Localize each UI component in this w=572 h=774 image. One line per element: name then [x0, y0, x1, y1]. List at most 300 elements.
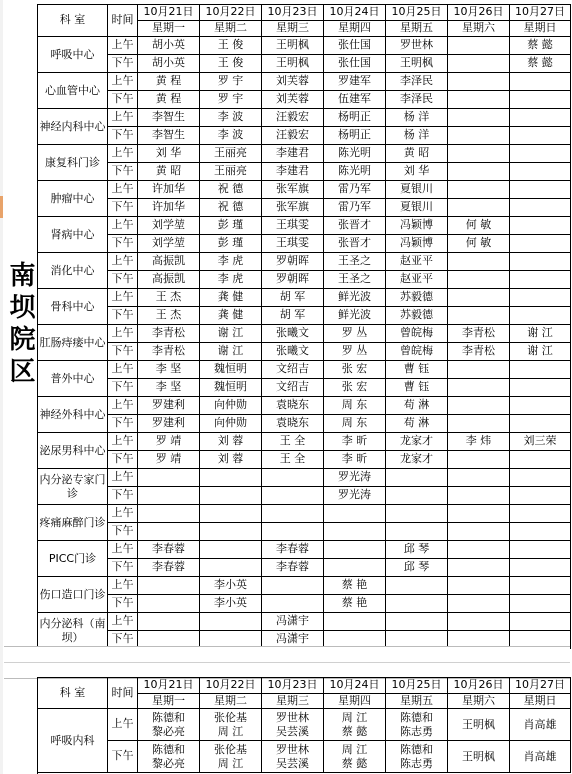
doctor-cell — [510, 127, 571, 145]
doctor-cell: 张曦文 — [262, 325, 324, 343]
weekday-header: 星期三 — [262, 694, 324, 709]
doctor-cell — [510, 613, 571, 631]
doctor-cell — [200, 487, 262, 505]
doctor-cell: 蔡 艳 — [324, 577, 386, 595]
table-row — [38, 741, 571, 773]
date-header: 10月26日 — [448, 678, 510, 694]
table-row — [38, 127, 571, 145]
doctor-cell: 蔡 艳 — [324, 595, 386, 613]
doctor-cell: 王 杰 — [138, 289, 200, 307]
date-header: 10月25日 — [386, 678, 448, 694]
doctor-cell: 伍建军 — [324, 91, 386, 109]
doctor-cell: 刘 蓉 — [200, 433, 262, 451]
doctor-cell — [448, 487, 510, 505]
doctor-cell: 罗 丛 — [324, 325, 386, 343]
date-header: 10月24日 — [324, 5, 386, 21]
doctor-cell: 刘学堃 — [138, 235, 200, 253]
doctor-cell — [510, 469, 571, 487]
doctor-cell — [510, 379, 571, 397]
doctor-cell — [200, 559, 262, 577]
table-row — [38, 163, 571, 181]
doctor-cell — [448, 451, 510, 469]
campus-label: 南坝院区 — [5, 261, 35, 389]
dept-name: 神经内科中心 — [38, 109, 108, 145]
doctor-cell: 李春蓉 — [262, 541, 324, 559]
doctor-name: 吴芸溪 — [276, 756, 309, 770]
doctor-cell: 苟 淋 — [386, 397, 448, 415]
morning-label: 上午 — [108, 433, 138, 451]
date-header: 10月22日 — [200, 5, 262, 21]
table-row — [38, 217, 571, 235]
doctor-name: 陈志勇 — [400, 724, 433, 738]
doctor-cell: 苏毅德 — [386, 289, 448, 307]
doctor-cell: 杨 洋 — [386, 109, 448, 127]
doctor-name: 蔡 懿 — [341, 756, 368, 770]
doctor-cell — [510, 559, 571, 577]
doctor-name: 陈志勇 — [400, 756, 433, 770]
table-row — [38, 541, 571, 559]
doctor-cell: 王圣之 — [324, 271, 386, 289]
header-row-dates — [38, 5, 571, 21]
dept-name: 心血管中心 — [38, 73, 108, 109]
doctor-cell: 赵亚平 — [386, 253, 448, 271]
doctor-cell: 罗光涛 — [324, 487, 386, 505]
doctor-cell: 曹 钰 — [386, 361, 448, 379]
doctor-cell — [448, 397, 510, 415]
doctor-cell: 王丽亮 — [200, 163, 262, 181]
doctor-cell — [510, 289, 571, 307]
doctor-cell: 刘 华 — [386, 163, 448, 181]
doctor-cell: 龚 健 — [200, 289, 262, 307]
table-row — [38, 361, 571, 379]
dept-header: 科 室 — [38, 678, 108, 709]
doctor-cell: 王琪雯 — [262, 235, 324, 253]
doctor-cell: 张军旗 — [262, 199, 324, 217]
dept-name: 肿瘤中心 — [38, 181, 108, 217]
doctor-cell: 胡小英 — [138, 55, 200, 73]
table-row — [38, 415, 571, 433]
doctor-cell: 王明枫 — [262, 55, 324, 73]
doctor-cell: 李智生 — [138, 109, 200, 127]
doctor-cell: 雷乃军 — [324, 199, 386, 217]
afternoon-label: 下午 — [108, 127, 138, 145]
afternoon-label: 下午 — [108, 199, 138, 217]
doctor-cell: 谢 江 — [200, 325, 262, 343]
doctor-cell — [386, 613, 448, 631]
doctor-cell: 李春蓉 — [262, 559, 324, 577]
doctor-cell: 罗 宇 — [200, 91, 262, 109]
doctor-cell — [448, 253, 510, 271]
doctor-cell — [448, 199, 510, 217]
doctor-cell: 李青松 — [138, 325, 200, 343]
morning-label: 上午 — [108, 37, 138, 55]
doctor-cell — [324, 505, 386, 523]
doctor-name: 吴芸溪 — [276, 724, 309, 738]
doctor-cell: 龚 健 — [200, 307, 262, 325]
doctor-name: 张伦基 — [214, 711, 247, 725]
doctor-cell: 罗朝晖 — [262, 253, 324, 271]
doctor-cell — [510, 361, 571, 379]
table-row — [38, 433, 571, 451]
doctor-cell: 刘三荣 — [510, 433, 571, 451]
dept-name: 神经外科中心 — [38, 397, 108, 433]
doctor-cell: 王明枫 — [386, 55, 448, 73]
doctor-cell — [510, 451, 571, 469]
doctor-cell — [448, 741, 510, 773]
doctor-cell — [448, 145, 510, 163]
doctor-cell: 李 虎 — [200, 253, 262, 271]
doctor-cell: 李 昕 — [324, 451, 386, 469]
doctor-cell: 罗建军 — [324, 73, 386, 91]
dept-name: 泌尿男科中心 — [38, 433, 108, 469]
doctor-cell: 李 昕 — [324, 433, 386, 451]
doctor-name: 陈德和 — [400, 711, 433, 725]
doctor-cell — [200, 505, 262, 523]
doctor-cell — [448, 559, 510, 577]
table-row — [38, 595, 571, 613]
doctor-cell: 罗世林 — [386, 37, 448, 55]
weekday-header: 星期五 — [386, 694, 448, 709]
doctor-cell — [510, 199, 571, 217]
doctor-cell: 李青松 — [138, 343, 200, 361]
time-header: 时间 — [108, 678, 138, 709]
doctor-cell: 张仕国 — [324, 37, 386, 55]
weekday-header: 星期三 — [262, 21, 324, 37]
doctor-cell — [448, 163, 510, 181]
doctor-cell — [324, 523, 386, 541]
doctor-cell: 谢 江 — [510, 325, 571, 343]
doctor-cell — [510, 271, 571, 289]
doctor-cell: 何 敏 — [448, 235, 510, 253]
doctor-cell — [448, 289, 510, 307]
dept-header: 科 室 — [38, 5, 108, 37]
date-header: 10月23日 — [262, 5, 324, 21]
doctor-cell: 冯潇宇 — [262, 613, 324, 631]
doctor-cell: 李小英 — [200, 577, 262, 595]
doctor-cell — [324, 613, 386, 631]
doctor-cell — [262, 505, 324, 523]
doctor-cell — [510, 307, 571, 325]
dept-name: PICC门诊 — [38, 541, 108, 577]
doctor-cell: 陈光明 — [324, 163, 386, 181]
doctor-cell: 袁晓东 — [262, 415, 324, 433]
doctor-cell: 张军旗 — [262, 181, 324, 199]
doctor-cell — [200, 469, 262, 487]
doctor-cell — [138, 709, 200, 741]
date-header: 10月24日 — [324, 678, 386, 694]
afternoon-label: 下午 — [108, 595, 138, 613]
doctor-name: 陈德和 — [152, 711, 185, 725]
morning-label: 上午 — [108, 397, 138, 415]
dept-name: 骨科中心 — [38, 289, 108, 325]
doctor-cell — [448, 127, 510, 145]
doctor-cell: 谢 江 — [200, 343, 262, 361]
morning-label: 上午 — [108, 217, 138, 235]
sheet-edge-marker — [0, 196, 3, 218]
doctor-cell — [386, 595, 448, 613]
doctor-cell: 李春蓉 — [138, 541, 200, 559]
doctor-cell: 李青松 — [448, 325, 510, 343]
doctor-cell: 王圣之 — [324, 253, 386, 271]
doctor-cell — [386, 577, 448, 595]
doctor-cell — [324, 541, 386, 559]
doctor-cell — [448, 577, 510, 595]
doctor-cell: 杨 洋 — [386, 127, 448, 145]
doctor-cell — [448, 469, 510, 487]
doctor-cell: 罗朝晖 — [262, 271, 324, 289]
doctor-cell: 王丽亮 — [200, 145, 262, 163]
doctor-cell — [510, 505, 571, 523]
doctor-cell: 罗 靖 — [138, 451, 200, 469]
doctor-cell: 张仕国 — [324, 55, 386, 73]
campus-label-cell — [4, 4, 37, 646]
doctor-cell — [262, 709, 324, 741]
table-row — [38, 37, 571, 55]
doctor-cell — [138, 487, 200, 505]
doctor-cell: 王 俊 — [200, 37, 262, 55]
doctor-cell — [448, 709, 510, 741]
doctor-cell: 冯颖博 — [386, 217, 448, 235]
doctor-cell: 魏恒明 — [200, 379, 262, 397]
doctor-cell — [386, 709, 448, 741]
dept-name: 内分泌科（南坝） — [38, 613, 108, 649]
table-row — [38, 577, 571, 595]
dept-name: 呼吸中心 — [38, 37, 108, 73]
dept-name: 肛肠痔瘘中心 — [38, 325, 108, 361]
weekday-header: 星期六 — [448, 694, 510, 709]
table-row — [38, 505, 571, 523]
date-header: 10月22日 — [200, 678, 262, 694]
morning-label: 上午 — [108, 469, 138, 487]
doctor-cell — [510, 109, 571, 127]
doctor-cell — [200, 741, 262, 773]
doctor-name: 周 江 — [341, 711, 368, 725]
morning-label: 上午 — [108, 541, 138, 559]
doctor-name: 蔡 懿 — [341, 724, 368, 738]
table-row — [38, 109, 571, 127]
date-header: 10月21日 — [138, 5, 200, 21]
doctor-cell — [138, 505, 200, 523]
doctor-name: 肖高雄 — [523, 749, 557, 763]
doctor-cell — [386, 741, 448, 773]
table-row — [38, 379, 571, 397]
doctor-cell: 刘 蓉 — [200, 451, 262, 469]
afternoon-label: 下午 — [108, 487, 138, 505]
doctor-cell: 刘 华 — [138, 145, 200, 163]
afternoon-label: 下午 — [108, 55, 138, 73]
afternoon-label: 下午 — [108, 631, 138, 649]
doctor-name: 罗世林 — [276, 711, 309, 725]
afternoon-label: 下午 — [108, 559, 138, 577]
morning-label: 上午 — [108, 577, 138, 595]
doctor-cell — [510, 709, 571, 741]
doctor-cell — [200, 709, 262, 741]
weekday-header: 星期一 — [138, 21, 200, 37]
table-row — [38, 253, 571, 271]
doctor-cell: 袁晓东 — [262, 397, 324, 415]
doctor-cell — [138, 469, 200, 487]
dept-name: 呼吸内科 — [38, 709, 108, 773]
doctor-cell — [510, 397, 571, 415]
doctor-cell: 赵亚平 — [386, 271, 448, 289]
doctor-cell — [448, 181, 510, 199]
doctor-cell: 张曦文 — [262, 343, 324, 361]
doctor-cell: 谢 江 — [510, 343, 571, 361]
table-row — [38, 487, 571, 505]
table-row — [38, 145, 571, 163]
weekday-header: 星期二 — [200, 694, 262, 709]
doctor-cell: 冯潇宇 — [262, 631, 324, 649]
doctor-cell — [448, 505, 510, 523]
afternoon-label: 下午 — [108, 307, 138, 325]
date-header: 10月25日 — [386, 5, 448, 21]
doctor-cell: 黄 昭 — [138, 163, 200, 181]
doctor-cell: 夏银川 — [386, 181, 448, 199]
doctor-cell: 彭 瑾 — [200, 217, 262, 235]
dept-name: 普外中心 — [38, 361, 108, 397]
doctor-cell: 文绍吉 — [262, 361, 324, 379]
doctor-cell: 胡 军 — [262, 289, 324, 307]
doctor-cell: 龙家才 — [386, 451, 448, 469]
table-row — [38, 343, 571, 361]
table-row — [38, 55, 571, 73]
table-row — [38, 397, 571, 415]
doctor-cell — [510, 163, 571, 181]
doctor-cell — [510, 415, 571, 433]
doctor-cell — [448, 271, 510, 289]
doctor-cell: 罗建利 — [138, 415, 200, 433]
doctor-cell — [510, 541, 571, 559]
doctor-cell: 曾皖梅 — [386, 343, 448, 361]
morning-label: 上午 — [108, 505, 138, 523]
doctor-cell: 李建君 — [262, 145, 324, 163]
afternoon-label: 下午 — [108, 235, 138, 253]
weekday-header: 星期日 — [510, 21, 571, 37]
doctor-cell: 蔡 懿 — [510, 37, 571, 55]
doctor-cell: 彭 瑾 — [200, 235, 262, 253]
doctor-cell — [262, 741, 324, 773]
doctor-cell — [262, 577, 324, 595]
weekday-header: 星期日 — [510, 694, 571, 709]
doctor-cell — [138, 577, 200, 595]
doctor-cell: 王 全 — [262, 433, 324, 451]
table-row — [38, 271, 571, 289]
date-header: 10月21日 — [138, 678, 200, 694]
doctor-cell — [386, 487, 448, 505]
doctor-cell: 黄 程 — [138, 73, 200, 91]
doctor-cell: 李 坚 — [138, 361, 200, 379]
doctor-cell: 李 波 — [200, 127, 262, 145]
doctor-cell: 黄 昭 — [386, 145, 448, 163]
doctor-cell — [510, 73, 571, 91]
doctor-cell: 杨明正 — [324, 127, 386, 145]
doctor-cell: 周 东 — [324, 397, 386, 415]
doctor-cell: 向仲勋 — [200, 397, 262, 415]
doctor-cell — [448, 91, 510, 109]
doctor-cell: 鲜光波 — [324, 307, 386, 325]
doctor-cell — [448, 109, 510, 127]
doctor-name: 黎必亮 — [152, 756, 185, 770]
doctor-cell: 李 坚 — [138, 379, 200, 397]
afternoon-label: 下午 — [108, 91, 138, 109]
doctor-name: 王明枫 — [462, 717, 495, 731]
table-row — [38, 289, 571, 307]
weekday-header: 星期六 — [448, 21, 510, 37]
doctor-cell — [386, 523, 448, 541]
table-row — [38, 73, 571, 91]
morning-label: 上午 — [108, 613, 138, 631]
weekday-header: 星期四 — [324, 694, 386, 709]
afternoon-label: 下午 — [108, 415, 138, 433]
table-row — [38, 523, 571, 541]
doctor-cell: 李泽民 — [386, 91, 448, 109]
table-row — [38, 91, 571, 109]
morning-label: 上午 — [108, 109, 138, 127]
doctor-cell — [448, 55, 510, 73]
doctor-cell: 高振凯 — [138, 253, 200, 271]
doctor-name: 王明枫 — [462, 749, 495, 763]
doctor-cell — [510, 595, 571, 613]
afternoon-label: 下午 — [108, 379, 138, 397]
doctor-cell: 刘芙蓉 — [262, 73, 324, 91]
doctor-cell: 杨明正 — [324, 109, 386, 127]
doctor-cell — [510, 253, 571, 271]
doctor-cell — [448, 613, 510, 631]
table-row — [38, 559, 571, 577]
doctor-cell: 李春蓉 — [138, 559, 200, 577]
doctor-cell — [510, 235, 571, 253]
doctor-cell: 文绍吉 — [262, 379, 324, 397]
doctor-name: 肖高雄 — [523, 717, 557, 731]
doctor-cell: 罗建利 — [138, 397, 200, 415]
doctor-cell: 刘芙蓉 — [262, 91, 324, 109]
header-row-dates — [38, 678, 571, 694]
schedule-table-main — [37, 4, 571, 649]
dept-name: 肾病中心 — [38, 217, 108, 253]
afternoon-label: 下午 — [108, 271, 138, 289]
morning-label: 上午 — [108, 289, 138, 307]
afternoon-label: 下午 — [108, 741, 138, 773]
table-row — [38, 325, 571, 343]
doctor-cell — [510, 523, 571, 541]
doctor-cell — [510, 577, 571, 595]
doctor-cell: 陈光明 — [324, 145, 386, 163]
doctor-cell: 李小英 — [200, 595, 262, 613]
date-header: 10月23日 — [262, 678, 324, 694]
doctor-cell — [510, 217, 571, 235]
doctor-cell: 王 杰 — [138, 307, 200, 325]
doctor-cell — [138, 523, 200, 541]
morning-label: 上午 — [108, 361, 138, 379]
doctor-cell — [138, 595, 200, 613]
dept-name: 内分泌专家门诊 — [38, 469, 108, 505]
dept-name: 疼痛麻醉门诊 — [38, 505, 108, 541]
doctor-cell — [448, 415, 510, 433]
time-header: 时间 — [108, 5, 138, 37]
doctor-cell: 苟 淋 — [386, 415, 448, 433]
doctor-cell: 周 东 — [324, 415, 386, 433]
doctor-cell — [262, 523, 324, 541]
doctor-cell — [324, 741, 386, 773]
doctor-cell: 罗 靖 — [138, 433, 200, 451]
doctor-cell — [448, 523, 510, 541]
doctor-cell: 蔡 懿 — [510, 55, 571, 73]
doctor-cell — [448, 595, 510, 613]
doctor-cell: 王琪雯 — [262, 217, 324, 235]
doctor-cell: 李 虎 — [200, 271, 262, 289]
doctor-cell: 冯颖博 — [386, 235, 448, 253]
doctor-cell: 鲜光波 — [324, 289, 386, 307]
